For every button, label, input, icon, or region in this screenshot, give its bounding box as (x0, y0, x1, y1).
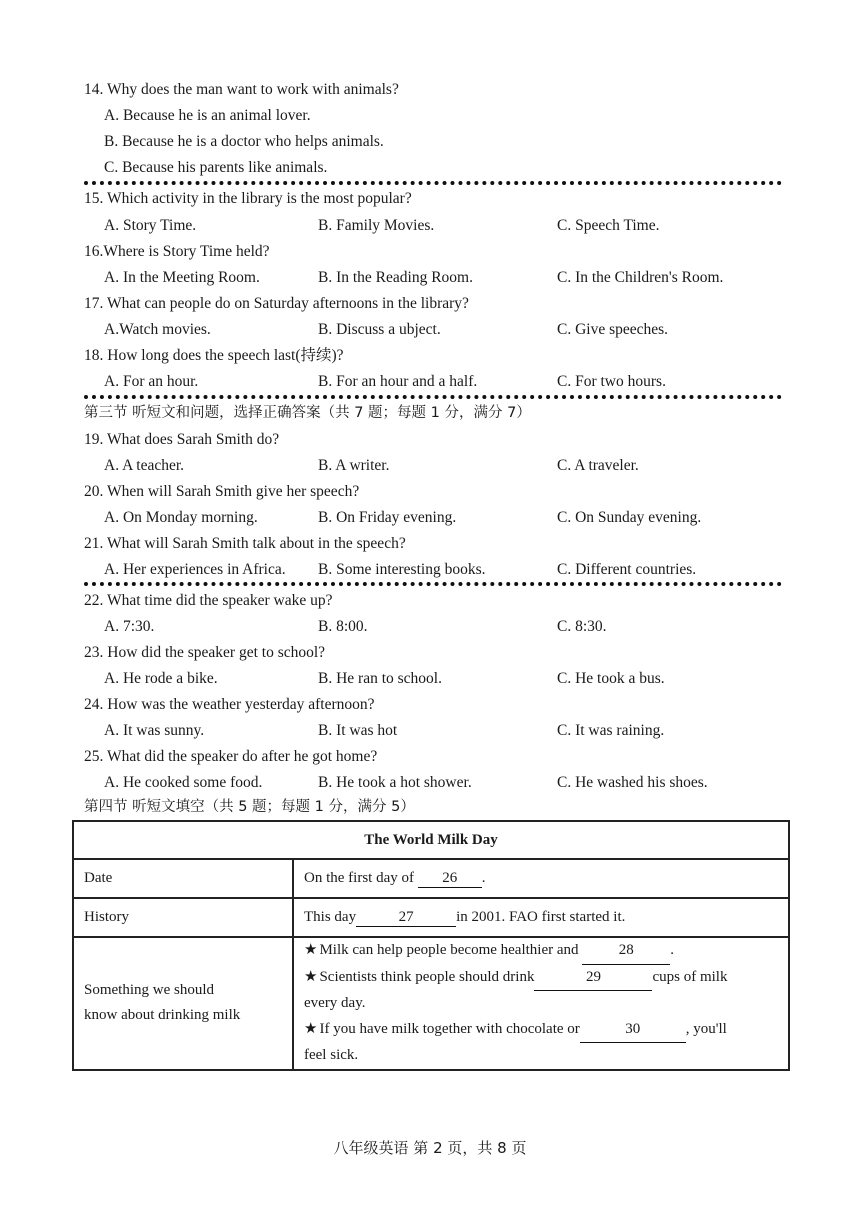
q20-option-c: C. On Sunday evening. (557, 509, 702, 526)
blank-29[interactable]: 29 (534, 965, 652, 992)
blank-28[interactable]: 28 (582, 938, 670, 965)
milk-day-table (72, 820, 790, 1071)
q25-option-a: A. He cooked some food. (104, 774, 263, 791)
row-value-knowledge (293, 937, 789, 1070)
q17-option-a: A.Watch movies. (104, 321, 211, 338)
star-icon: ★ (304, 942, 318, 958)
question-16: 16.Where is Story Time held? (84, 243, 270, 260)
bullet-29-text: Scientists think people should drink (319, 968, 535, 985)
q22-option-c: C. 8:30. (557, 618, 607, 635)
q14-option-b: B. Because he is a doctor who helps animals. (104, 133, 384, 150)
dotted-divider (84, 181, 782, 185)
section-3-title: 第三节 听短文和问题，选择正确答案（共 7 题；每题 1 分，满分 7） (84, 405, 531, 421)
blank-26[interactable]: 26 (418, 870, 482, 888)
history-pre: This day (304, 908, 357, 925)
question-15: 15. Which activity in the library is the most popular? (84, 190, 412, 207)
bullet-28-text: Milk can help people become healthier and (319, 942, 579, 958)
q21-option-a: A. Her experiences in Africa. (104, 561, 286, 578)
q16-option-a: A. In the Meeting Room. (104, 269, 260, 286)
q18-option-c: C. For two hours. (557, 373, 666, 390)
q14-option-c: C. Because his parents like animals. (104, 159, 328, 176)
q25-option-c: C. He washed his shoes. (557, 774, 708, 791)
question-19: 19. What does Sarah Smith do? (84, 431, 280, 448)
blank-30[interactable]: 30 (580, 1017, 686, 1044)
question-23: 23. How did the speaker get to school? (84, 644, 326, 661)
q22-option-b: B. 8:00. (318, 618, 368, 635)
table-row (73, 898, 789, 937)
question-14: 14. Why does the man want to work with animals? (84, 81, 399, 98)
row-label-history: History (73, 898, 293, 937)
question-17: 17. What can people do on Saturday afternoons in the library? (84, 295, 469, 312)
history-post: in 2001. FAO first started it. (456, 908, 626, 925)
bullet-30-text: If you have milk together with chocolate or (319, 1020, 580, 1037)
q17-option-b: B. Discuss a ubject. (318, 321, 441, 338)
q19-option-b: B. A writer. (318, 457, 390, 474)
question-20: 20. When will Sarah Smith give her speech? (84, 483, 360, 500)
q17-option-c: C. Give speeches. (557, 321, 669, 338)
table-row (73, 859, 789, 898)
q23-option-a: A. He rode a bike. (104, 670, 218, 687)
bullet-28-end: . (670, 942, 675, 958)
q24-option-a: A. It was sunny. (104, 722, 205, 739)
row-label-date: Date (73, 859, 293, 898)
question-24: 24. How was the weather yesterday afternoon? (84, 696, 375, 713)
q14-option-a: A. Because he is an animal lover. (104, 107, 311, 124)
q16-option-c: C. In the Children's Room. (557, 269, 724, 286)
section-4-title: 第四节 听短文填空（共 5 题；每题 1 分，满分 5） (84, 799, 415, 815)
star-icon: ★ (304, 1020, 318, 1037)
bullet-28 (304, 938, 778, 965)
q22-option-a: A. 7:30. (104, 618, 155, 635)
q15-option-c: C. Speech Time. (557, 217, 660, 234)
q15-option-a: A. Story Time. (104, 217, 197, 234)
q25-option-b: B. He took a hot shower. (318, 774, 472, 791)
q18-option-b: B. For an hour and a half. (318, 373, 478, 390)
page-footer: 八年级英语 第 2 页，共 8 页 (333, 1139, 527, 1157)
knowledge-label-line-1: Something we should (84, 981, 214, 998)
blank-27[interactable]: 27 (356, 909, 456, 927)
row-label-knowledge (73, 937, 293, 1070)
q16-option-b: B. In the Reading Room. (318, 269, 473, 286)
table-title: The World Milk Day (73, 821, 789, 859)
q21-option-c: C. Different countries. (557, 561, 697, 578)
q23-option-b: B. He ran to school. (318, 670, 442, 687)
q24-option-c: C. It was raining. (557, 722, 665, 739)
bullet-30-post: , you'll (685, 1020, 727, 1037)
star-icon: ★ (304, 968, 318, 985)
bullet-29-post: cups of milk (652, 968, 728, 985)
q19-option-a: A. A teacher. (104, 457, 185, 474)
q20-option-b: B. On Friday evening. (318, 509, 457, 526)
row-value-date (293, 859, 789, 898)
bullet-30 (304, 1017, 778, 1044)
q20-option-a: A. On Monday morning. (104, 509, 258, 526)
q23-option-c: C. He took a bus. (557, 670, 665, 687)
q19-option-c: C. A traveler. (557, 457, 639, 474)
knowledge-label-line-2: know about drinking milk (84, 1007, 241, 1024)
question-18: 18. How long does the speech last(持续)? (84, 347, 344, 364)
q15-option-b: B. Family Movies. (318, 217, 435, 234)
row-value-history (293, 898, 789, 937)
dotted-divider (84, 582, 782, 586)
q21-option-b: B. Some interesting books. (318, 561, 486, 578)
date-end: . (481, 869, 486, 886)
date-text: On the first day of (304, 869, 414, 886)
bullet-30-continuation: feel sick. (304, 1047, 359, 1063)
question-22: 22. What time did the speaker wake up? (84, 592, 333, 609)
bullet-29 (304, 965, 778, 992)
q18-option-a: A. For an hour. (104, 373, 199, 390)
bullet-29-continuation: every day. (304, 995, 366, 1011)
question-25: 25. What did the speaker do after he got home? (84, 748, 378, 765)
q24-option-b: B. It was hot (318, 722, 398, 739)
dotted-divider (84, 395, 782, 399)
table-row (73, 937, 789, 1070)
question-21: 21. What will Sarah Smith talk about in the speech? (84, 535, 406, 552)
